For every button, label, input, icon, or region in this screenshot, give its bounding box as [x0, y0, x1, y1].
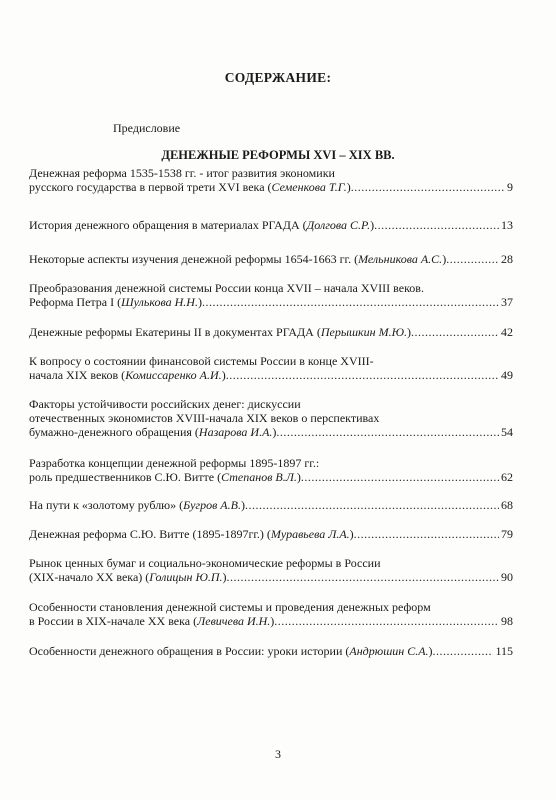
toc-entry-title-end — [29, 368, 226, 382]
section-title: ДЕНЕЖНЫЕ РЕФОРМЫ XVI – XIX ВВ. — [161, 148, 395, 162]
toc-entry — [29, 498, 513, 512]
toc-entry — [29, 325, 513, 339]
toc-entry-author: Шулькова Н.Н. — [121, 295, 198, 309]
toc-entry-last-line — [29, 527, 513, 541]
toc-entry-title-text: начала XIX веков ( — [29, 368, 126, 382]
toc-entry — [29, 556, 513, 584]
toc-entry-last-line — [29, 614, 513, 628]
toc-leader-dots — [301, 470, 499, 484]
toc-entry-author: Долгова С.Р. — [306, 218, 371, 232]
toc-entry-close-paren: ) — [221, 368, 226, 382]
toc-entry-last-line — [29, 498, 513, 512]
toc-entry-author: Мельникова А.С. — [358, 252, 443, 266]
toc-entry-page: 54 — [501, 425, 513, 439]
toc-leader-dots — [354, 527, 499, 541]
toc-entry-close-paren: ) — [240, 498, 245, 512]
toc-entry-title-text: в России в XIX-начале XX века ( — [29, 614, 198, 628]
toc-entry-author: Голицын Ю.П. — [149, 570, 223, 584]
toc-entry-title-line: К вопросу о состоянии финансовой системы России в конце XVIII- — [29, 354, 374, 368]
toc-entry-last-line — [29, 252, 513, 266]
toc-entry-last-line — [29, 644, 513, 658]
toc-entry-title-text: Денежные реформы Екатерины II в документах РГАДА ( — [29, 325, 321, 339]
toc-entry-page: 62 — [501, 470, 513, 484]
toc-entry-last-line — [29, 295, 513, 309]
toc-leader-dots — [227, 570, 499, 584]
toc-entry-close-paren: ) — [370, 218, 375, 232]
toc-entry-title-text: История денежного обращения в материалах РГАДА ( — [29, 218, 307, 232]
toc-entry-title-end — [29, 425, 276, 439]
toc-entry — [29, 218, 513, 232]
toc-entry-close-paren: ) — [349, 527, 354, 541]
preface-entry: Предисловие — [113, 121, 181, 135]
toc-entry-title-end — [29, 498, 245, 512]
toc-entry-author: Семенкова Т.Г. — [271, 180, 347, 194]
toc-leader-dots — [446, 252, 499, 266]
toc-entry-title-text: роль предшественников С.Ю. Витте ( — [29, 470, 222, 484]
toc-entry-close-paren: ) — [197, 295, 202, 309]
toc-entry-page: 49 — [501, 368, 513, 382]
toc-entry-title-end — [29, 644, 433, 658]
toc-entry-page: 13 — [501, 218, 513, 232]
toc-entry — [29, 456, 513, 484]
toc-entry-page: 28 — [501, 252, 513, 266]
toc-entry-page: 115 — [495, 644, 513, 658]
toc-entry-author: Муравьева Л.А. — [270, 527, 350, 541]
toc-entry-last-line — [29, 180, 513, 194]
toc-entry-last-line — [29, 218, 513, 232]
toc-entry-close-paren: ) — [222, 570, 227, 584]
toc-entry-title-text: (XIX-начало XX века) ( — [29, 570, 150, 584]
toc-leader-dots — [245, 498, 499, 512]
toc-entry-author: Андрюшин С.А. — [349, 644, 429, 658]
toc-entry — [29, 600, 513, 628]
toc-entry — [29, 281, 513, 309]
toc-entry-close-paren: ) — [428, 644, 433, 658]
toc-entry-last-line — [29, 325, 513, 339]
toc-entry-title-line: отечественных экономистов XVIII-начала XIX веков о перспективах — [29, 411, 380, 425]
toc-entry-title-text: Особенности денежного обращения в России: уроки истории ( — [29, 644, 350, 658]
toc-entry — [29, 397, 513, 439]
toc-entry-title-text: русского государства в первой трети XVI века ( — [29, 180, 272, 194]
toc-entry-title-line: Рынок ценных бумаг и социально-экономические реформы в России — [29, 556, 381, 570]
toc-entry-page: 79 — [501, 527, 513, 541]
toc-leader-dots — [433, 644, 494, 658]
toc-entry-author: Левичева И.Н. — [197, 614, 271, 628]
toc-entry — [29, 354, 513, 382]
toc-entry-title-end — [29, 218, 374, 232]
toc-entry-page: 90 — [501, 570, 513, 584]
toc-entry-title-end — [29, 295, 202, 309]
toc-entry-close-paren: ) — [346, 180, 351, 194]
toc-entry-title-end — [29, 180, 351, 194]
toc-leader-dots — [411, 325, 499, 339]
toc-entry — [29, 252, 513, 266]
toc-entry-author: Бугров А.В. — [183, 498, 241, 512]
toc-entry-last-line — [29, 470, 513, 484]
toc-entry-page: 9 — [507, 180, 513, 194]
toc-entry — [29, 644, 513, 658]
toc-entry-title-end — [29, 570, 227, 584]
toc-entry — [29, 166, 513, 194]
toc-entry-author: Комиссаренко А.И. — [125, 368, 222, 382]
toc-entry-page: 37 — [501, 295, 513, 309]
toc-entry-close-paren: ) — [296, 470, 301, 484]
toc-entry-title-end — [29, 325, 411, 339]
toc-leader-dots — [374, 218, 499, 232]
toc-entry-title-line: Преобразования денежной системы России конца XVII – начала XVIII веков. — [29, 281, 424, 295]
toc-entry-page: 42 — [501, 325, 513, 339]
toc-entry-title-text: Некоторые аспекты изучения денежной реформы 1654-1663 гг. ( — [29, 252, 359, 266]
toc-leader-dots — [202, 295, 499, 309]
toc-entry-author: Назарова И.А. — [198, 425, 273, 439]
toc-entry-title-text: Денежная реформа С.Ю. Витте (1895-1897гг.) ( — [29, 527, 271, 541]
toc-entry-title-end — [29, 470, 301, 484]
toc-entry-close-paren: ) — [272, 425, 277, 439]
toc-entry-title-line: Разработка концепции денежной реформы 1895-1897 гг.: — [29, 456, 320, 470]
toc-leader-dots — [351, 180, 505, 194]
toc-entry-title-end — [29, 252, 446, 266]
contents-heading: СОДЕРЖАНИЕ: — [224, 70, 332, 85]
toc-entry-title-text: Реформа Петра I ( — [29, 295, 122, 309]
toc-entry-title-end — [29, 527, 354, 541]
toc-entry-page: 68 — [501, 498, 513, 512]
toc-entry-last-line — [29, 368, 513, 382]
toc-leader-dots — [226, 368, 499, 382]
toc-entry-title-line: Особенности становления денежной системы и проведения денежных реформ — [29, 600, 431, 614]
page-number: 3 — [275, 747, 281, 761]
toc-entry-title-end — [29, 614, 274, 628]
toc-entry-title-line: Денежная реформа 1535-1538 гг. - итог развития экономики — [29, 166, 335, 180]
toc-entry-last-line — [29, 425, 513, 439]
toc-entry-author: Перышкин М.Ю. — [320, 325, 407, 339]
toc-entry-page: 98 — [501, 614, 513, 628]
toc-entry-close-paren: ) — [406, 325, 411, 339]
toc-entry-title-text: На пути к «золотому рублю» ( — [29, 498, 184, 512]
toc-leader-dots — [276, 425, 499, 439]
toc-entry-close-paren: ) — [442, 252, 447, 266]
toc-entry-close-paren: ) — [270, 614, 275, 628]
toc-leader-dots — [274, 614, 499, 628]
toc-entry-title-text: бумажно-денежного обращения ( — [29, 425, 199, 439]
toc-entry-author: Степанов В.Л. — [221, 470, 297, 484]
toc-entry-last-line — [29, 570, 513, 584]
toc-entry-title-line: Факторы устойчивости российских денег: дискуссии — [29, 397, 301, 411]
toc-entry — [29, 527, 513, 541]
